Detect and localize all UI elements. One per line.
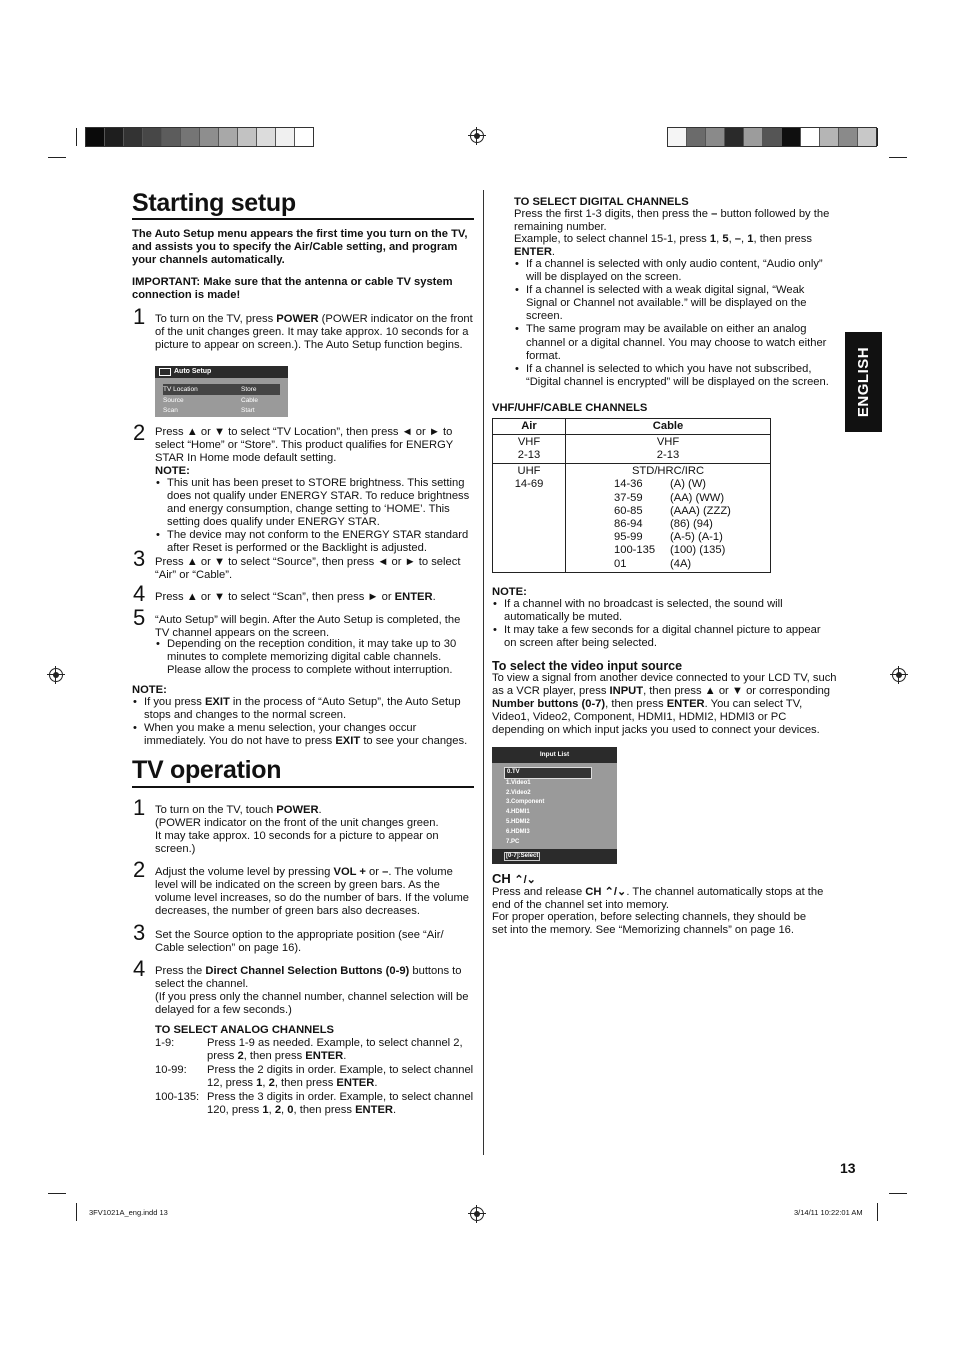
osd-row-label: Scan xyxy=(163,407,178,414)
cable-code: (100) (135) xyxy=(670,544,726,557)
intro-text: The Auto Setup menu appears the first time you turn on the TV, and assists you to specify the Air/Cable setting, and program your channels automatically. xyxy=(132,228,468,267)
cable-code: (AA) (WW) xyxy=(670,491,725,504)
note-list xyxy=(514,258,834,389)
section-title-tv-operation: TV operation xyxy=(132,756,282,784)
osd-footer: [0-7]:Select xyxy=(492,849,617,864)
page-number: 13 xyxy=(840,1160,856,1176)
input-list-item[interactable]: 6.HDMI3 xyxy=(506,828,530,835)
cable-code: (AAA) (ZZZ) xyxy=(670,504,731,517)
color-swatch xyxy=(744,128,763,146)
ch-text: Press and release CH ⌃/⌄. The channel automatically stops at the end of the channel set into memory. xyxy=(492,886,824,912)
cable-channel: 100-135 xyxy=(614,544,656,557)
chevron-up-down-icon: ⌃/⌄ xyxy=(604,886,627,898)
cable-channel: 60-85 xyxy=(614,504,643,517)
crop-mark xyxy=(76,1203,77,1221)
tv-icon xyxy=(159,368,171,376)
cable-code: (86) (94) xyxy=(670,517,713,530)
input-list-item[interactable]: 2.Video2 xyxy=(506,789,531,796)
table-row: VHF 2-13 VHF 2-13 xyxy=(493,435,771,464)
step-number: 4 xyxy=(133,956,146,981)
input-list-item[interactable]: 1.Video1 xyxy=(506,779,531,786)
channel-range: 100-135: xyxy=(155,1091,200,1104)
input-list-item[interactable]: 5.HDMI2 xyxy=(506,818,530,825)
registration-mark-icon xyxy=(470,1207,484,1221)
cable-code: (A-5) (A-1) xyxy=(670,531,723,544)
ch-heading: CH ⌃/⌄ xyxy=(492,871,536,886)
cable-code: (4A) xyxy=(670,557,692,570)
analog-channel-table xyxy=(155,1037,474,1119)
table-row xyxy=(614,492,766,505)
crop-mark xyxy=(889,157,907,158)
step-text: “Auto Setup” will begin. After the Auto Setup is completed, the TV channel appears on the screen. xyxy=(155,614,461,640)
step-number: 1 xyxy=(133,304,146,329)
table-row xyxy=(614,558,766,571)
input-list-item[interactable]: 3.Component xyxy=(506,799,545,806)
list-item: • The same program may be available on either an analog channel or a digital channel. You may choose to watch either format. xyxy=(514,323,834,362)
step-text: To turn on the TV, touch POWER. (POWER indicator on the front of the unit changes green. It may take approx. 10 seconds for a picture to appear on screen.) xyxy=(155,804,439,856)
color-swatch xyxy=(200,128,219,146)
note-list xyxy=(132,696,474,748)
list-item: • If you press EXIT in the process of “Auto Setup”, the Auto Setup stops and changes to the normal screen. xyxy=(132,696,474,722)
step-number: 1 xyxy=(133,795,146,820)
step-text: Press ▲ or ▼ to select “Source”, then press ◄ or ► to select “Air” or “Cable”. xyxy=(155,556,461,582)
language-tab xyxy=(845,332,882,432)
crop-mark xyxy=(76,128,77,146)
osd-header xyxy=(155,366,288,378)
osd-row xyxy=(163,384,280,395)
table-header-cable: Cable xyxy=(566,419,771,435)
color-swatch-bar-left xyxy=(85,127,314,147)
color-swatch xyxy=(86,128,105,146)
list-item: • The device may not conform to the ENERGY STAR standard after Reset is performed or the Backlight is adjusted. xyxy=(155,529,474,555)
osd-row-value: Store xyxy=(241,386,257,393)
osd-row xyxy=(163,395,280,406)
step-number: 4 xyxy=(133,581,146,606)
vhf-heading: VHF/UHF/CABLE CHANNELS xyxy=(492,402,648,414)
table-header-air: Air xyxy=(493,419,566,435)
table-row xyxy=(614,505,766,518)
cable-channel: 37-59 xyxy=(614,491,643,504)
color-swatch xyxy=(820,128,839,146)
list-item: • If a channel with no broadcast is selected, the sound will automatically be muted. xyxy=(492,598,834,624)
table-row xyxy=(614,478,766,491)
list-item: • If a channel is selected to which you have not subscribed, “Digital channel is encrypted” will be displayed on the screen. xyxy=(514,363,834,389)
video-input-text: To view a signal from another device connected to your LCD TV, such as a VCR player, press INPUT, then press ▲ or ▼ or corresponding Number buttons (0-7), then press ENTER. You can select TV, Video1, Video2, Component, HDMI1, HDMI2, HDMI3 or PC depending on which input jacks you used to connect your devices. xyxy=(492,672,837,737)
input-list-item[interactable]: 7.PC xyxy=(506,838,520,845)
step-text: To turn on the TV, press POWER (POWER indicator on the front of the unit changes green. It may take approx. 10 seconds for a picture to appear on screen.). The Auto Setup function begins. xyxy=(155,313,473,352)
registration-mark-icon xyxy=(470,129,484,143)
digital-text: Press the first 1-3 digits, then press the – button followed by the remaining number. xyxy=(514,208,830,234)
note-label: NOTE: xyxy=(155,465,190,477)
table-row: 100-135: Press the 3 digits in order. Example, to select channel 120, press 1, 2, 0, then press ENTER. xyxy=(155,1091,474,1117)
note-label: NOTE: xyxy=(132,684,167,696)
step-number: 3 xyxy=(133,920,146,945)
digital-heading: TO SELECT DIGITAL CHANNELS xyxy=(514,196,689,208)
color-swatch xyxy=(124,128,143,146)
color-swatch xyxy=(782,128,801,146)
cable-channel: 95-99 xyxy=(614,531,643,544)
step-text: Press ▲ or ▼ to select “Scan”, then press ► or ENTER. xyxy=(155,591,436,603)
osd-row-label: Source xyxy=(163,396,184,404)
cable-code: (A) (W) xyxy=(670,478,707,491)
step-number: 3 xyxy=(133,546,146,571)
color-swatch xyxy=(276,128,295,146)
color-swatch xyxy=(295,128,313,146)
crop-mark xyxy=(877,1203,878,1221)
color-swatch xyxy=(801,128,820,146)
list-item: • It may take a few seconds for a digital channel picture to appear on screen after being selected. xyxy=(492,624,834,650)
video-input-heading: To select the video input source xyxy=(492,659,683,673)
section-title-starting-setup: Starting setup xyxy=(132,189,296,217)
input-list-osd xyxy=(492,747,617,864)
color-swatch xyxy=(763,128,782,146)
color-swatch xyxy=(725,128,744,146)
auto-setup-osd xyxy=(155,366,288,417)
input-list-item[interactable]: 4.HDMI1 xyxy=(506,809,530,816)
osd-title: Auto Setup xyxy=(174,368,212,375)
table-row: UHF 14-69 STD/HRC/IRC 14-36 (A) (W) 37-59 (AA) (WW) 60-85 (AAA) (ZZZ) 86-94 (86) (94) 95-99 (A-5) (A-1) 100-135 (100) (135) 01 (4A) xyxy=(493,464,771,572)
important-text: IMPORTANT: Make sure that the antenna or cable TV system connection is made! xyxy=(132,276,453,302)
cable-channel: 86-94 xyxy=(614,517,643,530)
table-row: 10-99: Press the 2 digits in order. Example, to select channel 12, press 1, 2, then press ENTER. xyxy=(155,1064,474,1090)
color-swatch xyxy=(143,128,162,146)
color-swatch xyxy=(105,128,124,146)
color-swatch xyxy=(219,128,238,146)
color-swatch xyxy=(706,128,725,146)
note-label: NOTE: xyxy=(492,586,527,598)
osd-row-value: Cable xyxy=(241,396,258,404)
analog-heading: TO SELECT ANALOG CHANNELS xyxy=(155,1024,335,1036)
step-number: 5 xyxy=(133,605,146,630)
list-item: • When you make a menu selection, your changes occur immediately. You do not have to press EXIT to see your changes. xyxy=(132,722,474,748)
color-swatch xyxy=(839,128,858,146)
list-item: • Depending on the reception condition, it may take up to 30 minutes to complete memorizing digital cable channels. Please allow the process to complete without interruption. xyxy=(155,638,474,677)
chevron-up-down-icon: ⌃/⌄ xyxy=(514,874,536,886)
footer-date: 3/14/11 10:22:01 AM xyxy=(794,1208,863,1217)
cable-channel: 01 xyxy=(614,557,627,570)
color-swatch xyxy=(238,128,257,146)
step-number: 2 xyxy=(133,857,146,882)
step-text: Set the Source option to the appropriate position (see “Air/ Cable selection” on page 16). xyxy=(155,929,444,955)
column-divider xyxy=(483,190,484,1155)
ch-text-2: For proper operation, before selecting channels, they should be set into the memory. See “Memorizing channels” on page 16. xyxy=(492,911,807,937)
note-list xyxy=(492,598,834,650)
crop-mark xyxy=(877,128,878,146)
step-text: Press the Direct Channel Selection Buttons (0-9) buttons to select the channel. (If you press only the channel number, channel selection will be delayed for a few seconds.) xyxy=(155,965,469,1017)
crop-mark xyxy=(48,157,66,158)
digital-example: Example, to select channel 15-1, press 1, 5, –, 1, then press ENTER. xyxy=(514,233,812,259)
osd-row-value: Start xyxy=(241,407,255,414)
color-swatch xyxy=(687,128,706,146)
step-number: 2 xyxy=(133,420,146,445)
channel-table xyxy=(492,418,771,573)
table-row xyxy=(614,544,766,557)
step-text: Adjust the volume level by pressing VOL + or –. The volume level will be indicated on the screen by green bars. As the volume level increases, so do the number of bars. If the volume decreases, the number of green bars also decreases. xyxy=(155,866,470,918)
crop-mark xyxy=(48,1193,66,1194)
list-item: • If a channel is selected with a weak digital signal, “Weak Signal or Channel not available.” will be displayed on the screen. xyxy=(514,284,834,323)
registration-mark-icon xyxy=(49,668,63,682)
title-rule xyxy=(132,786,474,788)
list-item: • This unit has been preset to STORE brightness. This setting does not qualify under ENERGY STAR. To reduce brightness and energy consumption, change setting to ‘HOME’. This setting does qualify under ENERGY STAR. xyxy=(155,477,474,529)
language-tab-label: ENGLISH xyxy=(854,346,872,418)
osd-row-label: TV Location xyxy=(163,386,198,393)
channel-range: 1-9: xyxy=(155,1037,175,1049)
color-swatch xyxy=(162,128,181,146)
color-swatch-bar-right xyxy=(667,127,877,147)
table-row xyxy=(614,531,766,544)
note-list xyxy=(155,638,474,677)
osd-header: Input List xyxy=(492,747,617,763)
osd-row xyxy=(163,405,280,416)
color-swatch xyxy=(257,128,276,146)
input-list-item[interactable]: 0.TV xyxy=(504,767,592,779)
cable-channel: 14-36 xyxy=(614,478,643,491)
channel-range: 10-99: xyxy=(155,1064,187,1077)
list-item: • If a channel is selected with only audio content, “Audio only” will be displayed on the screen. xyxy=(514,258,834,284)
title-rule xyxy=(132,218,474,220)
footer-file-name: 3FV1021A_eng.indd 13 xyxy=(89,1208,168,1217)
color-swatch xyxy=(181,128,200,146)
registration-mark-icon xyxy=(892,668,906,682)
color-swatch xyxy=(858,128,876,146)
crop-mark xyxy=(889,1193,907,1194)
color-swatch xyxy=(668,128,687,146)
step-text: Press ▲ or ▼ to select “TV Location”, then press ◄ or ► to select “Home” or “Store”. This product qualifies for ENERGY STAR In Home mode default setting. xyxy=(155,426,454,465)
table-row: 1-9: Press 1-9 as needed. Example, to select channel 2, press 2, then press ENTER. xyxy=(155,1037,463,1063)
note-list xyxy=(155,477,474,556)
table-row xyxy=(614,518,766,531)
